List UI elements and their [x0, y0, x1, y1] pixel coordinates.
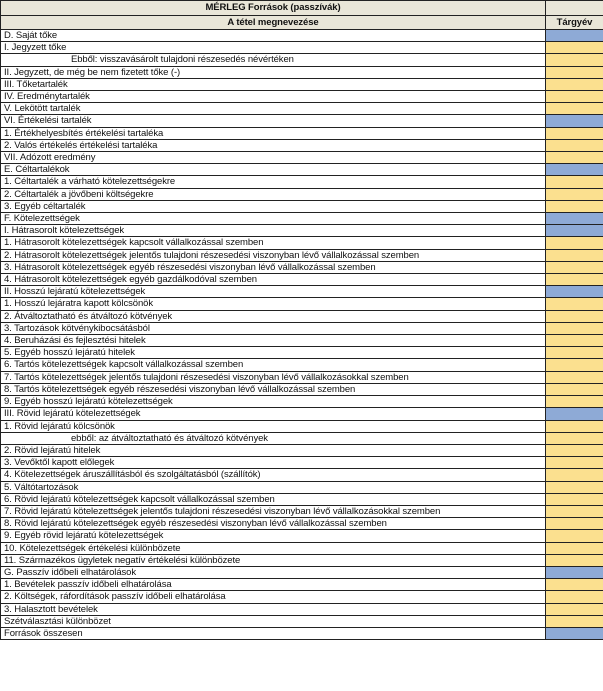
row-label: 1. Rövid lejáratú kölcsönök: [1, 420, 546, 432]
value-input-cell[interactable]: [546, 469, 603, 481]
table-row: [1, 127, 603, 139]
table-row: [1, 286, 603, 298]
row-label: II. Hosszú lejáratú kötelezettségek: [1, 286, 546, 298]
row-label: 4. Hátrasorolt kötelezettségek egyéb gazdálkodóval szemben: [1, 274, 546, 286]
table-row: [1, 176, 603, 188]
table-row: [1, 371, 603, 383]
value-input-cell[interactable]: [546, 127, 603, 139]
table-row: [1, 432, 603, 444]
table-row: [1, 408, 603, 420]
row-label: 6. Tartós kötelezettségek kapcsolt vállalkozással szemben: [1, 359, 546, 371]
row-label: F. Kötelezettségek: [1, 213, 546, 225]
table-row: [1, 30, 603, 42]
value-input-cell[interactable]: [546, 274, 603, 286]
column-header-name: A tétel megnevezése: [1, 15, 546, 30]
value-computed-cell[interactable]: [546, 627, 603, 639]
value-input-cell[interactable]: [546, 335, 603, 347]
table-row: [1, 420, 603, 432]
table-row: [1, 359, 603, 371]
value-computed-cell[interactable]: [546, 115, 603, 127]
table-row: [1, 579, 603, 591]
table-row: [1, 469, 603, 481]
row-label: 4. Beruházási és fejlesztési hitelek: [1, 335, 546, 347]
row-label: 9. Egyéb hosszú lejáratú kötelezettségek: [1, 396, 546, 408]
value-input-cell[interactable]: [546, 396, 603, 408]
table-row: [1, 566, 603, 578]
table-row: [1, 103, 603, 115]
value-input-cell[interactable]: [546, 310, 603, 322]
row-label: 2. Költségek, ráfordítások passzív időbeli elhatárolása: [1, 591, 546, 603]
value-input-cell[interactable]: [546, 322, 603, 334]
table-row: [1, 200, 603, 212]
value-input-cell[interactable]: [546, 505, 603, 517]
value-input-cell[interactable]: [546, 54, 603, 66]
value-input-cell[interactable]: [546, 139, 603, 151]
row-label: 7. Rövid lejáratú kötelezettségek jelentős tulajdoni részesedési viszonyban lévő vállalkozásokkal szemben: [1, 505, 546, 517]
value-input-cell[interactable]: [546, 237, 603, 249]
row-label: IV. Eredménytartalék: [1, 91, 546, 103]
table-row: [1, 591, 603, 603]
table-row: [1, 298, 603, 310]
table-row: [1, 615, 603, 627]
row-label: Ebből: visszavásárolt tulajdoni részesedés névértéken: [1, 54, 546, 66]
title-empty-cell: [546, 1, 603, 16]
table-row: [1, 444, 603, 456]
table-row: [1, 188, 603, 200]
value-input-cell[interactable]: [546, 481, 603, 493]
value-input-cell[interactable]: [546, 298, 603, 310]
value-input-cell[interactable]: [546, 518, 603, 530]
value-input-cell[interactable]: [546, 176, 603, 188]
value-input-cell[interactable]: [546, 457, 603, 469]
row-label: G. Passzív időbeli elhatárolások: [1, 566, 546, 578]
row-label: VI. Értékelési tartalék: [1, 115, 546, 127]
value-computed-cell[interactable]: [546, 408, 603, 420]
row-label: 1. Hátrasorolt kötelezettségek kapcsolt vállalkozással szemben: [1, 237, 546, 249]
row-label: 6. Rövid lejáratú kötelezettségek kapcsolt vállalkozással szemben: [1, 493, 546, 505]
table-row: [1, 115, 603, 127]
row-label: Források összesen: [1, 627, 546, 639]
table-row: [1, 237, 603, 249]
row-label: 5. Egyéb hosszú lejáratú hitelek: [1, 347, 546, 359]
table-row: [1, 261, 603, 273]
table-row: [1, 347, 603, 359]
value-computed-cell[interactable]: [546, 225, 603, 237]
value-input-cell[interactable]: [546, 103, 603, 115]
table-row: [1, 542, 603, 554]
row-label: 2. Valós értékelés értékelési tartaléka: [1, 139, 546, 151]
row-label: 1. Céltartalék a várható kötelezettségekre: [1, 176, 546, 188]
row-label: 5. Váltótartozások: [1, 481, 546, 493]
table-row: [1, 396, 603, 408]
row-label: 3. Halasztott bevételek: [1, 603, 546, 615]
value-computed-cell[interactable]: [546, 164, 603, 176]
value-input-cell[interactable]: [546, 542, 603, 554]
row-label: 8. Tartós kötelezettségek egyéb részesedési viszonyban lévő vállalkozással szemben: [1, 383, 546, 395]
value-input-cell[interactable]: [546, 200, 603, 212]
value-input-cell[interactable]: [546, 78, 603, 90]
table-row: [1, 554, 603, 566]
table-row: [1, 152, 603, 164]
row-label: 11. Származékos ügyletek negatív értékelési különbözete: [1, 554, 546, 566]
value-input-cell[interactable]: [546, 420, 603, 432]
table-row: [1, 505, 603, 517]
row-label: E. Céltartalékok: [1, 164, 546, 176]
value-input-cell[interactable]: [546, 66, 603, 78]
row-label: 10. Kötelezettségek értékelési különbözete: [1, 542, 546, 554]
value-input-cell[interactable]: [546, 188, 603, 200]
value-computed-cell[interactable]: [546, 566, 603, 578]
table-row: [1, 457, 603, 469]
row-label: 2. Rövid lejáratú hitelek: [1, 444, 546, 456]
column-header-current-year: Tárgyév: [546, 15, 603, 30]
table-row: [1, 603, 603, 615]
row-label: III. Rövid lejáratú kötelezettségek: [1, 408, 546, 420]
table-row: [1, 481, 603, 493]
table-row: [1, 322, 603, 334]
row-label: 3. Hátrasorolt kötelezettségek egyéb részesedési viszonyban lévő vállalkozással szemben: [1, 261, 546, 273]
table-title: MÉRLEG Források (passzívák): [1, 1, 546, 16]
row-label: 3. Egyéb céltartalék: [1, 200, 546, 212]
value-input-cell[interactable]: [546, 371, 603, 383]
row-label: ebből: az átváltoztatható és átváltozó kötvények: [1, 432, 546, 444]
row-label: 1. Hosszú lejáratra kapott kölcsönök: [1, 298, 546, 310]
row-label: 4. Kötelezettségek áruszállításból és szolgáltatásból (szállítók): [1, 469, 546, 481]
row-label: 1. Értékhelyesbítés értékelési tartaléka: [1, 127, 546, 139]
value-input-cell[interactable]: [546, 579, 603, 591]
row-label: 2. Hátrasorolt kötelezettségek jelentős tulajdoni részesedési viszonyban lévő vállalkozással szemben: [1, 249, 546, 261]
row-label: 3. Vevőktől kapott előlegek: [1, 457, 546, 469]
value-input-cell[interactable]: [546, 261, 603, 273]
value-input-cell[interactable]: [546, 91, 603, 103]
table-row: [1, 164, 603, 176]
row-label: 2. Céltartalék a jövőbeni költségekre: [1, 188, 546, 200]
row-label: Szétválasztási különbözet: [1, 615, 546, 627]
value-input-cell[interactable]: [546, 591, 603, 603]
table-row: [1, 627, 603, 639]
value-input-cell[interactable]: [546, 615, 603, 627]
column-header-row: [1, 15, 603, 30]
value-input-cell[interactable]: [546, 42, 603, 54]
table-row: [1, 91, 603, 103]
table-row: [1, 249, 603, 261]
title-row: [1, 1, 603, 16]
table-row: [1, 66, 603, 78]
row-label: 3. Tartozások kötvénykibocsátásból: [1, 322, 546, 334]
value-input-cell[interactable]: [546, 359, 603, 371]
row-label: D. Saját tőke: [1, 30, 546, 42]
value-input-cell[interactable]: [546, 603, 603, 615]
row-label: 2. Átváltoztatható és átváltozó kötvények: [1, 310, 546, 322]
value-input-cell[interactable]: [546, 444, 603, 456]
row-label: 1. Bevételek passzív időbeli elhatárolása: [1, 579, 546, 591]
row-label: VII. Adózott eredmény: [1, 152, 546, 164]
value-input-cell[interactable]: [546, 432, 603, 444]
table-row: [1, 42, 603, 54]
table-row: [1, 54, 603, 66]
value-computed-cell[interactable]: [546, 286, 603, 298]
value-input-cell[interactable]: [546, 554, 603, 566]
table-row: [1, 530, 603, 542]
table-row: [1, 335, 603, 347]
value-input-cell[interactable]: [546, 249, 603, 261]
table-row: [1, 493, 603, 505]
value-input-cell[interactable]: [546, 383, 603, 395]
row-label: III. Tőketartalék: [1, 78, 546, 90]
row-label: I. Jegyzett tőke: [1, 42, 546, 54]
table-row: [1, 383, 603, 395]
row-label: I. Hátrasorolt kötelezettségek: [1, 225, 546, 237]
table-row: [1, 139, 603, 151]
table-row: [1, 310, 603, 322]
table-row: [1, 225, 603, 237]
value-computed-cell[interactable]: [546, 30, 603, 42]
value-input-cell[interactable]: [546, 530, 603, 542]
table-row: [1, 78, 603, 90]
table-row: [1, 518, 603, 530]
row-label: 9. Egyéb rövid lejáratú kötelezettségek: [1, 530, 546, 542]
value-input-cell[interactable]: [546, 493, 603, 505]
row-label: II. Jegyzett, de még be nem fizetett tőke (-): [1, 66, 546, 78]
value-input-cell[interactable]: [546, 347, 603, 359]
value-computed-cell[interactable]: [546, 213, 603, 225]
value-input-cell[interactable]: [546, 152, 603, 164]
row-label: 7. Tartós kötelezettségek jelentős tulajdoni részesedési viszonyban lévő vállalkozásokkal szemben: [1, 371, 546, 383]
table-row: [1, 213, 603, 225]
row-label: 8. Rövid lejáratú kötelezettségek egyéb részesedési viszonyban lévő vállalkozással szemben: [1, 518, 546, 530]
table-row: [1, 274, 603, 286]
row-label: V. Lekötött tartalék: [1, 103, 546, 115]
